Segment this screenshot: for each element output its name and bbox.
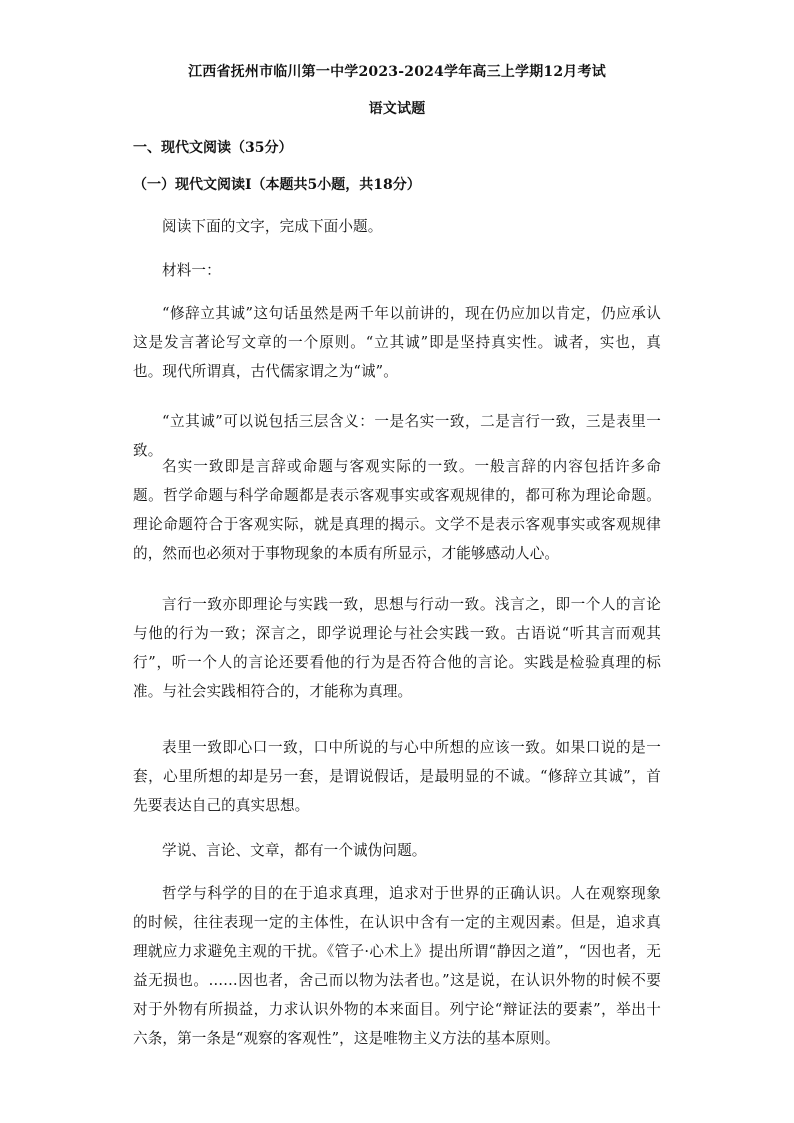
paragraph: 学说、言论、文章，都有一个诚伪问题。 (162, 842, 427, 859)
subsection-heading: （一）现代文阅读Ⅰ（本题共5小题，共18分） (133, 177, 421, 193)
subject-title: 语文试题 (368, 101, 426, 117)
reading-instruction: 阅读下面的文字，完成下面小题。 (162, 218, 383, 235)
material-label: 材料一： (162, 262, 221, 279)
paragraph: “修辞立其诚”这句话虽然是两千年以前讲的，现在仍应加以肯定，仍应承认这是发言著论写文章的一个原则。“立其诚”即是坚持真实性。诚者，实也，真也。现代所谓真，古代儒家谓之为“诚”。 (133, 305, 661, 380)
paragraph: “立其诚”可以说包括三层含义：一是名实一致，二是言行一致，三是表里一致。 (133, 413, 661, 459)
paragraph: 言行一致亦即理论与实践一致，思想与行动一致。浅言之，即一个人的言论与他的行为一致；深言之，即学说理论与社会实践一致。古语说“听其言而观其行”，听一个人的言论还要看他的行为是否符合他的言论。实践是检验真理的标准。与社会实践相符合的，才能称为真理。 (133, 596, 661, 700)
paragraph: 表里一致即心口一致，口中所说的与心中所想的应该一致。如果口说的是一套，心里所想的却是另一套，是谓说假话，是最明显的不诚。“修辞立其诚”，首先要表达自己的真实思想。 (133, 739, 661, 814)
paragraph: 名实一致即是言辞或命题与客观实际的一致。一般言辞的内容包括许多命题。哲学命题与科学命题都是表示客观事实或客观规律的，都可称为理论命题。理论命题符合于客观实际，就是真理的揭示。文学不是表示客观事实或客观规律的，然而也必须对于事物现象的本质有所显示，才能够感动人心。 (133, 458, 661, 562)
paragraph: 哲学与科学的目的在于追求真理，追求对于世界的正确认识。人在观察现象的时候，往往表现一定的主体性，在认识中含有一定的主观因素。但是，追求真理就应力求避免主观的干扰。《管子·心术上》提出所谓“静因之道”，“因也者，无益无损也。……因也者，舍己而以物为法者也。”这是说，在认识外物的时候不要对于外物有所损益，力求认识外物的本来面目。列宁论“辩证法的要素”，举出十六条，第一条是“观察的客观性”，这是唯物主义方法的基本原则。 (133, 885, 661, 1047)
exam-title: 江西省抚州市临川第一中学2023-2024学年高三上学期12月考试 (188, 64, 606, 80)
section-heading: 一、现代文阅读（35分） (133, 140, 293, 156)
